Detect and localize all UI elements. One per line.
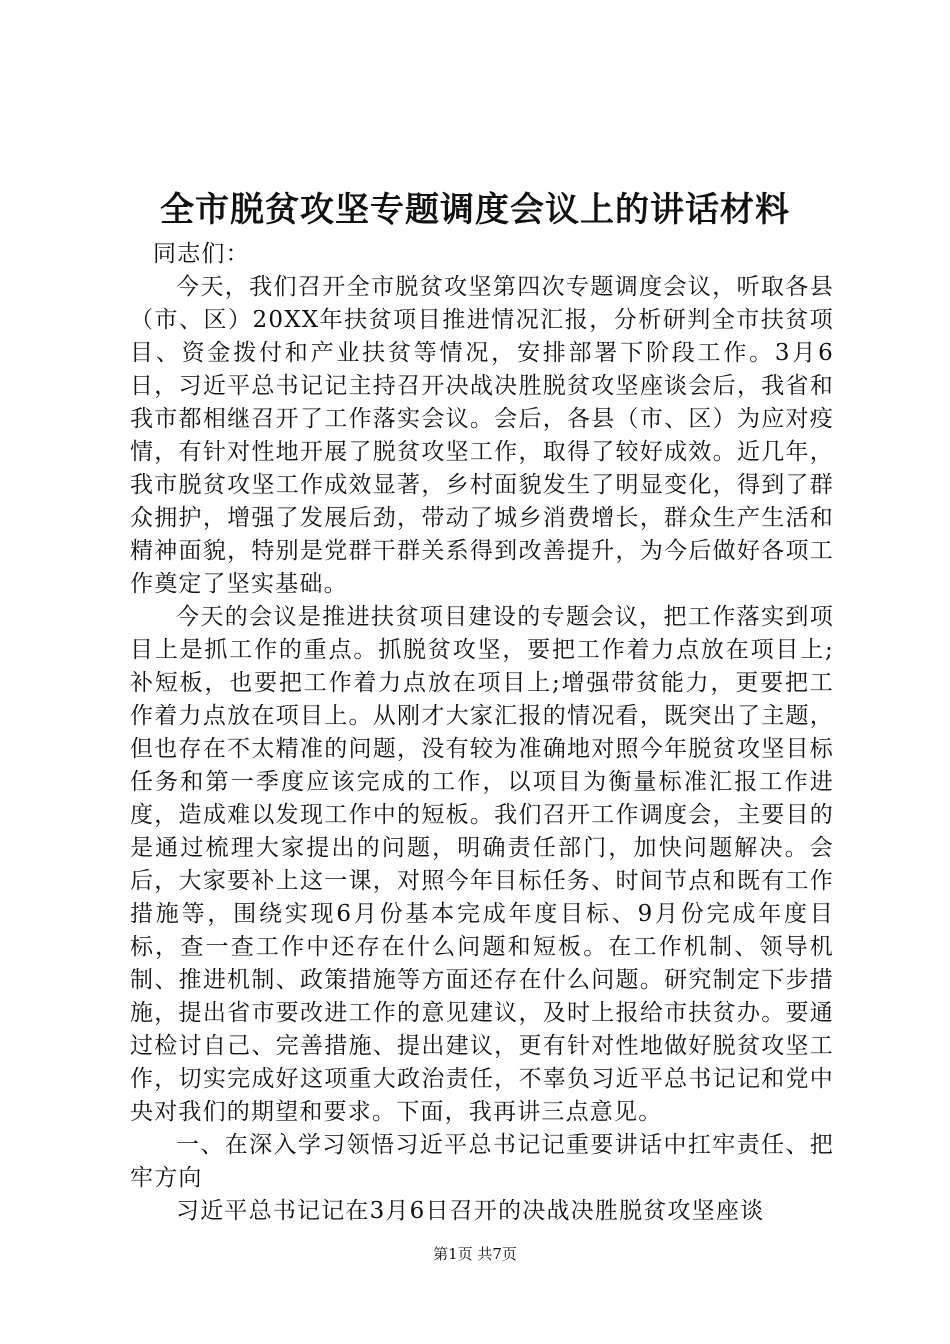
section-heading-1: 一、在深入学习领悟习近平总书记记重要讲话中扛牢责任、把牢方向 <box>130 1132 834 1191</box>
salutation: 同志们： <box>153 241 250 267</box>
paragraph-2: 今天的会议是推进扶贫项目建设的专题会议，把工作落实到项目上是抓工作的重点。抓脱贫攻坚，要把工作着力点放在项目上;补短板，也要把工作着力点放在项目上;增强带贫能力，更要把工作着力点放在项目上。从刚才大家汇报的情况看，既突出了主题，但也存在不太精准的问题，没有较为准确地对照今年脱贫攻坚目标任务和第一季度应该完成的工作，以项目为衡量标准汇报工作进度，造成难以发现工作中的短板。我们召开工作调度会，主要目的是通过梳理大家提出的问题，明确责任部门，加快问题解决。会后，大家要补上这一课，对照今年目标任务、时间节点和既有工作措施等，围绕实现6月份基本完成年度目标、9月份完成年度目标，查一查工作中还存在什么问题和短板。在工作机制、领导机制、推进机制、政策措施等方面还存在什么问题。研究制定下步措施，提出省市要改进工作的意见建议，及时上报给市扶贫办。要通过检讨自己、完善措施、提出建议，更有针对性地做好脱贫攻坚工作，切实完成好这项重大政治责任，不辜负习近平总书记记和党中央对我们的期望和要求。下面，我再讲三点意见。 <box>130 604 834 1125</box>
paragraph-3: 习近平总书记记在3月6日召开的决战决胜脱贫攻坚座谈 <box>176 1198 765 1224</box>
page-number-footer: 第1页 共7页 <box>433 1245 517 1263</box>
document-body <box>130 238 834 1228</box>
paragraph-1: 今天，我们召开全市脱贫攻坚第四次专题调度会议，听取各县（市、区）20XX年扶贫项目推进情况汇报，分析研判全市扶贫项目、资金拨付和产业扶贫等情况，安排部署下阶段工作。3月6日，习近平总书记记主持召开决战决胜脱贫攻坚座谈会后，我省和我市都相继召开了工作落实会议。会后，各县（市、区）为应对疫情，有针对性地开展了脱贫攻坚工作，取得了较好成效。近几年，我市脱贫攻坚工作成效显著，乡村面貌发生了明显变化，得到了群众拥护，增强了发展后劲，带动了城乡消费增长，群众生产生活和精神面貌，特别是党群干群关系得到改善提升，为今后做好各项工作奠定了坚实基础。 <box>130 274 834 597</box>
document-title: 全市脱贫攻坚专题调度会议上的讲话材料 <box>160 190 790 230</box>
